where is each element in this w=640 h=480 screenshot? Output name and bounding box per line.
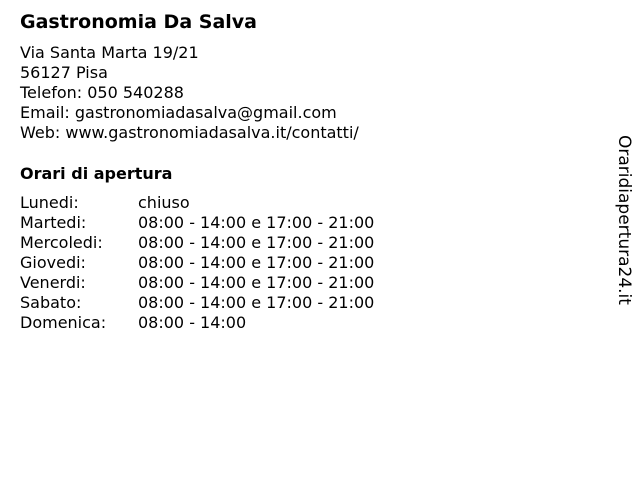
opening-hours-heading: Orari di apertura [20,164,173,183]
phone: Telefon: 050 540288 [20,83,184,102]
hours-row-friday [20,273,440,293]
day-hours: 08:00 - 14:00 e 17:00 - 21:00 [138,273,375,292]
street-address: Via Santa Marta 19/21 [20,43,199,62]
website: Web: www.gastronomiadasalva.it/contatti/ [20,123,359,142]
day-label: Martedi: [20,213,87,232]
hours-row-tuesday [20,213,440,233]
hours-row-thursday [20,253,440,273]
day-label: Sabato: [20,293,82,312]
day-hours: 08:00 - 14:00 e 17:00 - 21:00 [138,253,375,272]
address-block [20,43,359,143]
day-label: Mercoledi: [20,233,103,252]
opening-hours-table [20,193,440,333]
day-label: Venerdi: [20,273,86,292]
site-brand-label: Oraridiapertura24.it [614,135,634,305]
hours-row-wednesday [20,233,440,253]
business-name: Gastronomia Da Salva [20,11,257,33]
hours-row-sunday [20,313,440,333]
day-hours: 08:00 - 14:00 e 17:00 - 21:00 [138,213,375,232]
day-hours: 08:00 - 14:00 e 17:00 - 21:00 [138,293,375,312]
email: Email: gastronomiadasalva@gmail.com [20,103,337,122]
day-hours: chiuso [138,193,190,212]
day-hours: 08:00 - 14:00 [138,313,247,332]
day-label: Giovedi: [20,253,86,272]
day-hours: 08:00 - 14:00 e 17:00 - 21:00 [138,233,375,252]
hours-row-monday [20,193,440,213]
city: 56127 Pisa [20,63,108,82]
hours-row-saturday [20,293,440,313]
day-label: Domenica: [20,313,107,332]
day-label: Lunedi: [20,193,79,212]
